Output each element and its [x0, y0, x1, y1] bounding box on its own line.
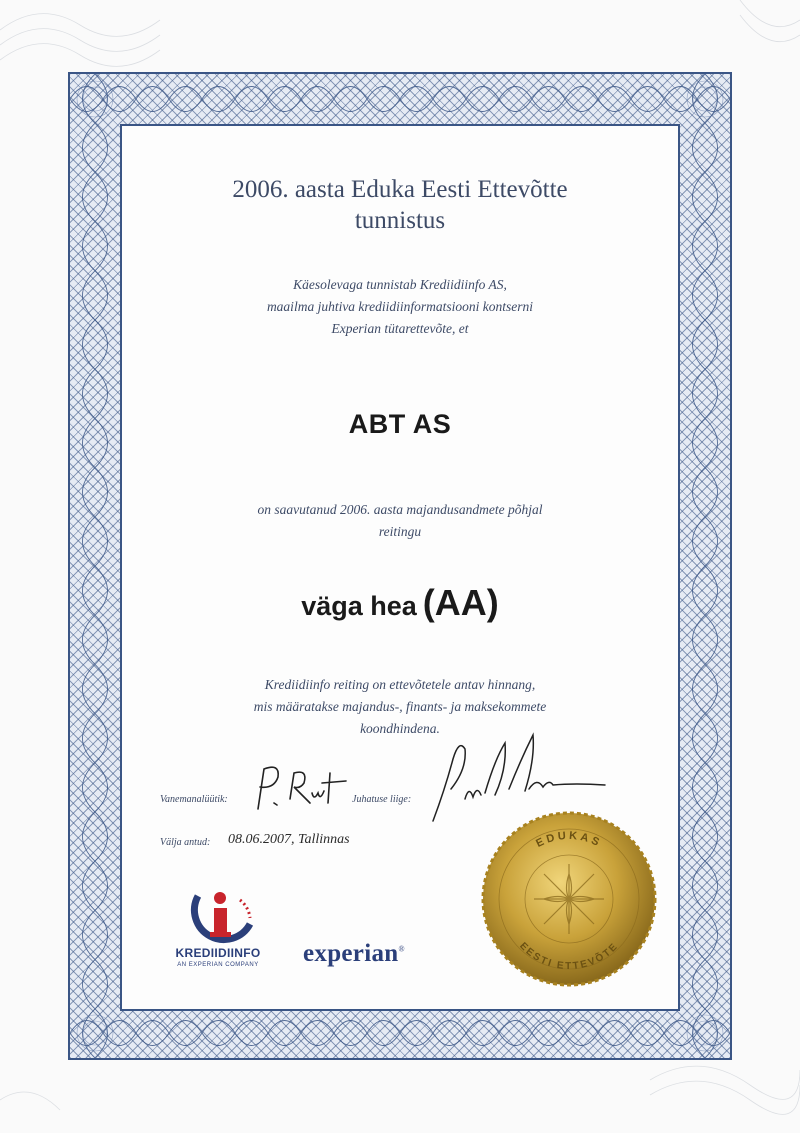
registered-mark: ® [398, 944, 405, 954]
signature-1-handwriting [250, 759, 360, 814]
note-line-2: mis määratakse majandus-, finants- ja maksekommete [253, 699, 547, 714]
achievement-line-2: reitingu [378, 524, 422, 539]
achievement-line-1: on saavutanud 2006. aasta majandusandmete põhjal [257, 502, 543, 517]
certificate-title [120, 174, 680, 236]
krediidiinfo-i-icon [158, 884, 278, 946]
intro-text [120, 274, 680, 340]
issued-label: Välja antud: [160, 837, 211, 848]
achievement-text [120, 499, 680, 543]
signature-1-label: Vanemanalüütik: [160, 794, 228, 805]
gold-seal [474, 804, 664, 994]
rating [120, 582, 680, 624]
certificate-content [120, 124, 680, 1011]
rating-word: väga hea [301, 591, 417, 621]
title-line-1: 2006. aasta Eduka Eesti Ettevõtte [232, 176, 568, 203]
note-line-1: Krediidiinfo reiting on ettevõtetele antav hinnang, [264, 677, 536, 692]
note-line-3: koondhindena. [360, 721, 440, 736]
intro-line-3: Experian tütarettevõte, et [331, 321, 469, 336]
rating-grade: (AA) [422, 582, 499, 623]
krediidiinfo-tagline: AN EXPERIAN COMPANY [177, 962, 259, 968]
krediidiinfo-name: KREDIIDIINFO [175, 946, 261, 960]
intro-line-2: maailma juhtiva krediidiinformatsiooni kontserni [266, 299, 534, 314]
title-line-2: tunnistus [354, 207, 446, 234]
experian-wordmark: experian [303, 940, 399, 967]
seal-text-bottom: EESTI ETTEVÕTE [517, 940, 621, 973]
seal-text-top: EDUKAS [534, 829, 604, 850]
experian-logo [303, 940, 405, 968]
company-name: ABT AS [348, 409, 452, 439]
intro-line-1: Käesolevaga tunnistab Krediidiinfo AS, [293, 277, 507, 292]
signature-2-label: Juhatuse liige: [352, 794, 412, 805]
issued-date-place: 08.06.2007, Tallinnas [228, 832, 350, 847]
krediidiinfo-logo [158, 884, 278, 968]
